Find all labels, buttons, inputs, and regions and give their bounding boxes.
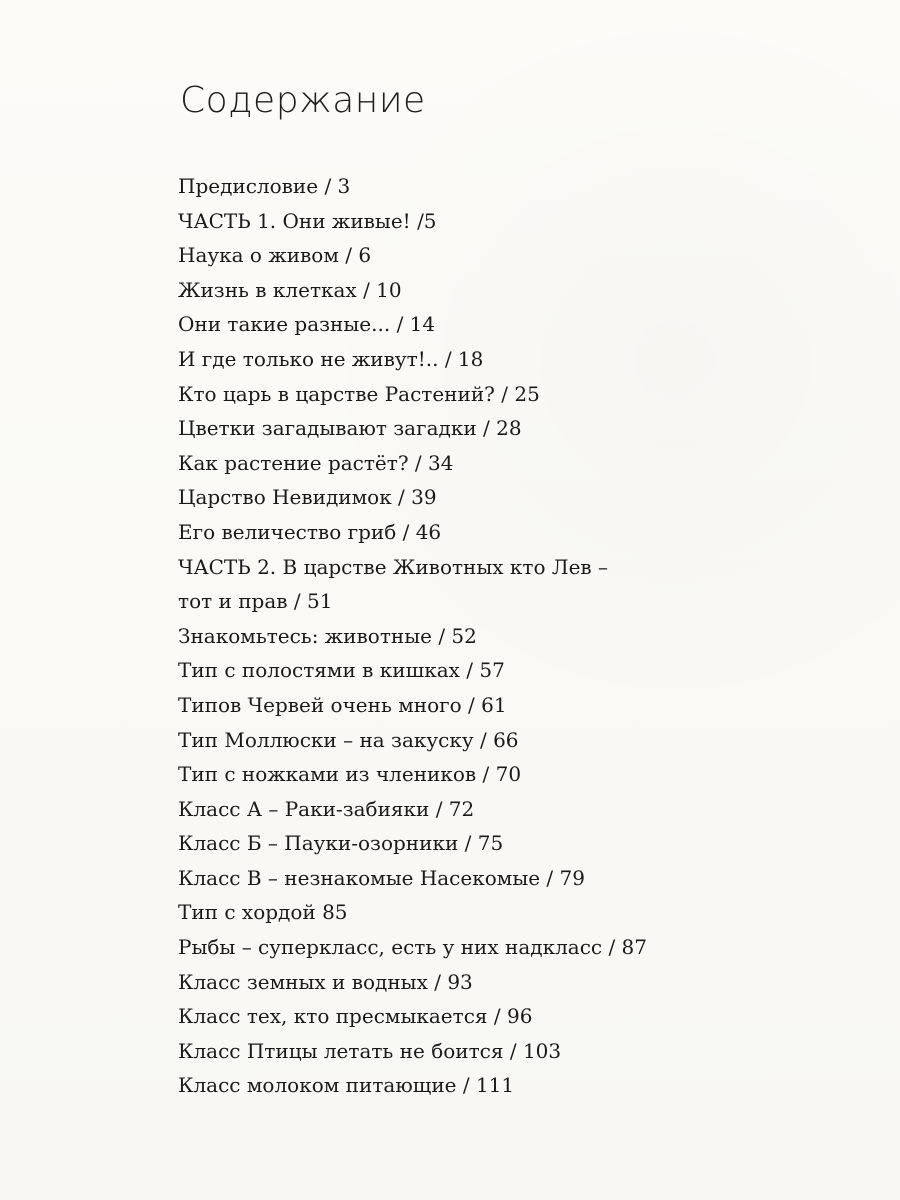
toc-item-class-b: Класс Б – Пауки-озорники / 75 (178, 831, 504, 856)
toc-item-cavity-type: Тип с полостями в кишках / 57 (178, 658, 505, 683)
toc-item-meet-animals: Знакомьтесь: животные / 52 (178, 623, 477, 648)
table-of-contents (178, 169, 798, 1103)
toc-item-mollusks: Тип Моллюски – на закуску / 66 (178, 727, 519, 752)
toc-item-part-1: ЧАСТЬ 1. Они живые! /5 (178, 208, 437, 233)
toc-item-invisible-kingdom: Царство Невидимок / 39 (178, 485, 437, 510)
toc-item-mushroom: Его величество гриб / 46 (178, 519, 442, 544)
toc-item-plant-kingdom: Кто царь в царстве Растений? / 25 (178, 381, 540, 406)
toc-item-life-in-cells: Жизнь в клетках / 10 (178, 277, 402, 302)
toc-item-reptiles: Класс тех, кто пресмыкается / 96 (178, 1004, 533, 1029)
toc-item-so-different: Они такие разные... / 14 (178, 312, 436, 337)
toc-item-birds: Класс Птицы летать не боится / 103 (178, 1038, 562, 1063)
toc-item-science-of-living: Наука о живом / 6 (178, 243, 372, 268)
toc-item-class-a: Класс А – Раки-забияки / 72 (178, 796, 475, 821)
toc-item-where-they-live: И где только не живут!.. / 18 (178, 346, 484, 371)
toc-item-fish: Рыбы – суперкласс, есть у них надкласс / 87 (178, 935, 648, 960)
toc-item-class-v: Класс В – незнакомые Насекомые / 79 (178, 865, 585, 890)
toc-item-mammals: Класс молоком питающие / 111 (178, 1073, 515, 1098)
toc-item-plant-growth: Как растение растёт? / 34 (178, 450, 454, 475)
toc-item-segmented-legs: Тип с ножками из члеников / 70 (178, 762, 522, 787)
toc-item-preface: Предисловие / 3 (178, 174, 351, 198)
toc-item-part-2-line-1: ЧАСТЬ 2. В царстве Животных кто Лев – (178, 554, 609, 579)
toc-item-amphibians: Класс земных и водных / 93 (178, 969, 473, 994)
toc-item-chordates: Тип с хордой 85 (178, 900, 348, 925)
page-title: Содержание (180, 80, 426, 121)
toc-item-part-2-line-2: тот и прав / 51 (178, 589, 333, 614)
toc-item-worms: Типов Червей очень много / 61 (178, 692, 507, 717)
toc-item-flower-riddles: Цветки загадывают загадки / 28 (178, 416, 522, 441)
